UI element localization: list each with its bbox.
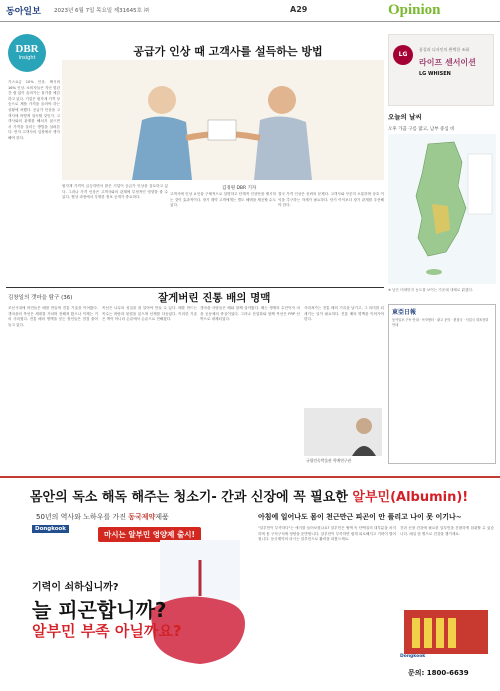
ad-tagline-end: 제품 [155, 513, 169, 521]
article-headline: 공급가 인상 때 고객사를 설득하는 방법 [133, 45, 323, 58]
ad-tagline-brand: 동국제약 [128, 513, 156, 521]
article-illustration [62, 60, 384, 180]
column-headline: 잘게버린 진통 배의 명맥 [158, 292, 271, 304]
ad-tagline-lead: 50년의 역사와 노하우를 가진 [36, 513, 129, 521]
column-text-4: 사라져가는 전통 배의 기록을 남기고, 그 의미를 되새기는 일이 필요하다. 진통 배의 명맥을 이어가야 한다. [304, 306, 384, 322]
ad-headline [30, 486, 468, 505]
column-text-1: 조선시대에 어민들은 배를 만들며 전통 기술을 이어왔다. 갯마을의 목선은 세대를 거치며 전해져 왔으나 이제는 거의 사라졌다. 전통 배의 명맥을 잇는 장인들은 점점 줄어들고 있다. [8, 306, 98, 327]
weather-footnote: ※ 낮은 미세먼지 농도를 보이는 가운데 대체로 맑겠다. [388, 288, 474, 292]
product-image [400, 600, 492, 670]
section-divider [6, 287, 384, 288]
author-caption: 국립민속박물관 학예연구관 [306, 458, 352, 463]
ad-question-3: 알부민 부족 아닐까요? [32, 622, 182, 640]
author-photo [304, 408, 382, 456]
ad-headline-main: 몸안의 독소 해독 해주는 청소기- 간과 신장에 꼭 필요한 [30, 490, 353, 505]
ad-phone: 문의: 1800-6639 [408, 669, 469, 677]
weather-title: 오늘의 날씨 [388, 113, 422, 121]
article-byline: 김경원 DBR 기자 [222, 186, 257, 191]
lg-ad-title: 라이프 센서이션 [419, 58, 476, 67]
info-box-title: 東亞日報 [392, 309, 417, 316]
info-box [388, 304, 496, 464]
section-brand-text: Opinion [388, 2, 441, 18]
dbr-badge [8, 34, 46, 72]
ad-body-text-2: 간과 신장 건강에 필요한 알부민을 간편하게 섭취할 수 있습니다. 매일 한 병으로 건강을 챙기세요. [400, 526, 494, 536]
ad-banner: 마시는 알부민 영양제 출시! [98, 527, 201, 542]
article-text-column-4: 결국 가격 인상은 신뢰의 문제다. 고객사와 꾸준히 소통하며 상호 이익을 추구하는 자세가 필요하다. 단기 이익보다 장기 관계를 우선해야 한다. [278, 192, 384, 208]
ad-right-lead: 아침에 일어나도 몸이 천근만근 피곤이 안 풀리고 나이 못 이기나~ [258, 513, 462, 521]
info-box-text: 동아일보 구독 안내 · 독자센터 · 광고 문의 · 편집국 · 사업국 대표전화 안내 [392, 318, 489, 327]
lg-advertisement [388, 34, 494, 106]
dbr-badge-subtitle: Insight [18, 55, 36, 61]
issue-date: 2023년 6월 7일 목요일 제31645호 ㈜ [54, 8, 150, 14]
column-text-2: 목선은 나무의 성질을 잘 알아야 만들 수 있다. 배를 만드는 목수는 바람과 물결을 읽으며 선체를 다듬었다. 이러한 기술은 책이 아니라 손끝에서 손끝으로 전해졌다. [102, 306, 197, 322]
lg-ad-tagline: 품질과 디자인의 완벽한 조화 [419, 47, 470, 52]
dbr-badge-title: DBR [15, 43, 39, 55]
dongkook-brand-badge: Dongkook [32, 525, 69, 533]
ad-body-text-1: "알부민이 부족하다"는 얘기를 들어보셨나요? 알부민은 혈액 속 단백질의 대부분을 차지하며 몸 구석구석에 영양을 운반합니다. 알부민이 부족하면 쉽게 피로해지고 기력이 떨어집니다. 동국제약의 마시는 알부민으로 활력을 되찾으세요. [258, 526, 396, 542]
column-tag: 김창일의 갯마을 탐구 (36) [8, 295, 73, 301]
lg-logo: LG [393, 45, 413, 65]
newspaper-logo: 동아일보 [6, 7, 41, 17]
ad-headline-product: 알부민(Albumin)! [352, 490, 469, 505]
weather-subtitle: 오후 가끔 구름 많고, 남부 중심 비 [388, 127, 455, 132]
lg-ad-product: LG WHISEN [419, 71, 451, 77]
article-text-column-2: 원자재 가격이 급등하면서 많은 기업이 공급가 인상을 검토하고 있다. 그러나 가격 인상은 고객사와의 관계에 부정적인 영향을 줄 수 있다. 협상 과정에서 투명한 정보 공개가 중요하다. [62, 184, 168, 200]
ad-question-2: 늘 피곤합니까? [32, 598, 167, 622]
ad-brand-bottom: Dongkook [400, 654, 426, 659]
ad-tagline [36, 512, 169, 522]
section-brand [388, 2, 441, 19]
ad-question-1: 기력이 쇠하십니까? [32, 582, 119, 593]
article-text-column-3: 고객사에 인상 요인을 구체적으로 설명하고 단계적 인상안을 제시하는 것이 효과적이다. 장기 계약 고객에게는 별도 혜택을 제공할 수도 있다. [170, 192, 276, 208]
article-text-column-1: 가스요금 10% 인상. 택시비 16% 인상. 소비자들은 지난 몇년간 쉼 없이 올라가는 물가를 체감하고 있다. 기업은 원자재 가격 상승으로 제품 가격을 올려야 하는 상황에 처했다. 공급가 인상을 고객사에 어떻게 설득할 것인가. 고객사와의 관계를 해치지 않으면서 가격을 올리는 방법을 살펴본다. 먼저 고객사의 입장에서 생각해야 한다. [8, 80, 60, 140]
weather-map [388, 134, 496, 284]
page-number: A29 [290, 5, 308, 14]
column-text-3: 갯마을 사람들은 배와 함께 살아왔다. 배는 생계의 수단이자 마을 공동체의 중심이었다. 그러나 산업화와 함께 목선은 FRP 선박으로 대체되었다. [200, 306, 300, 322]
